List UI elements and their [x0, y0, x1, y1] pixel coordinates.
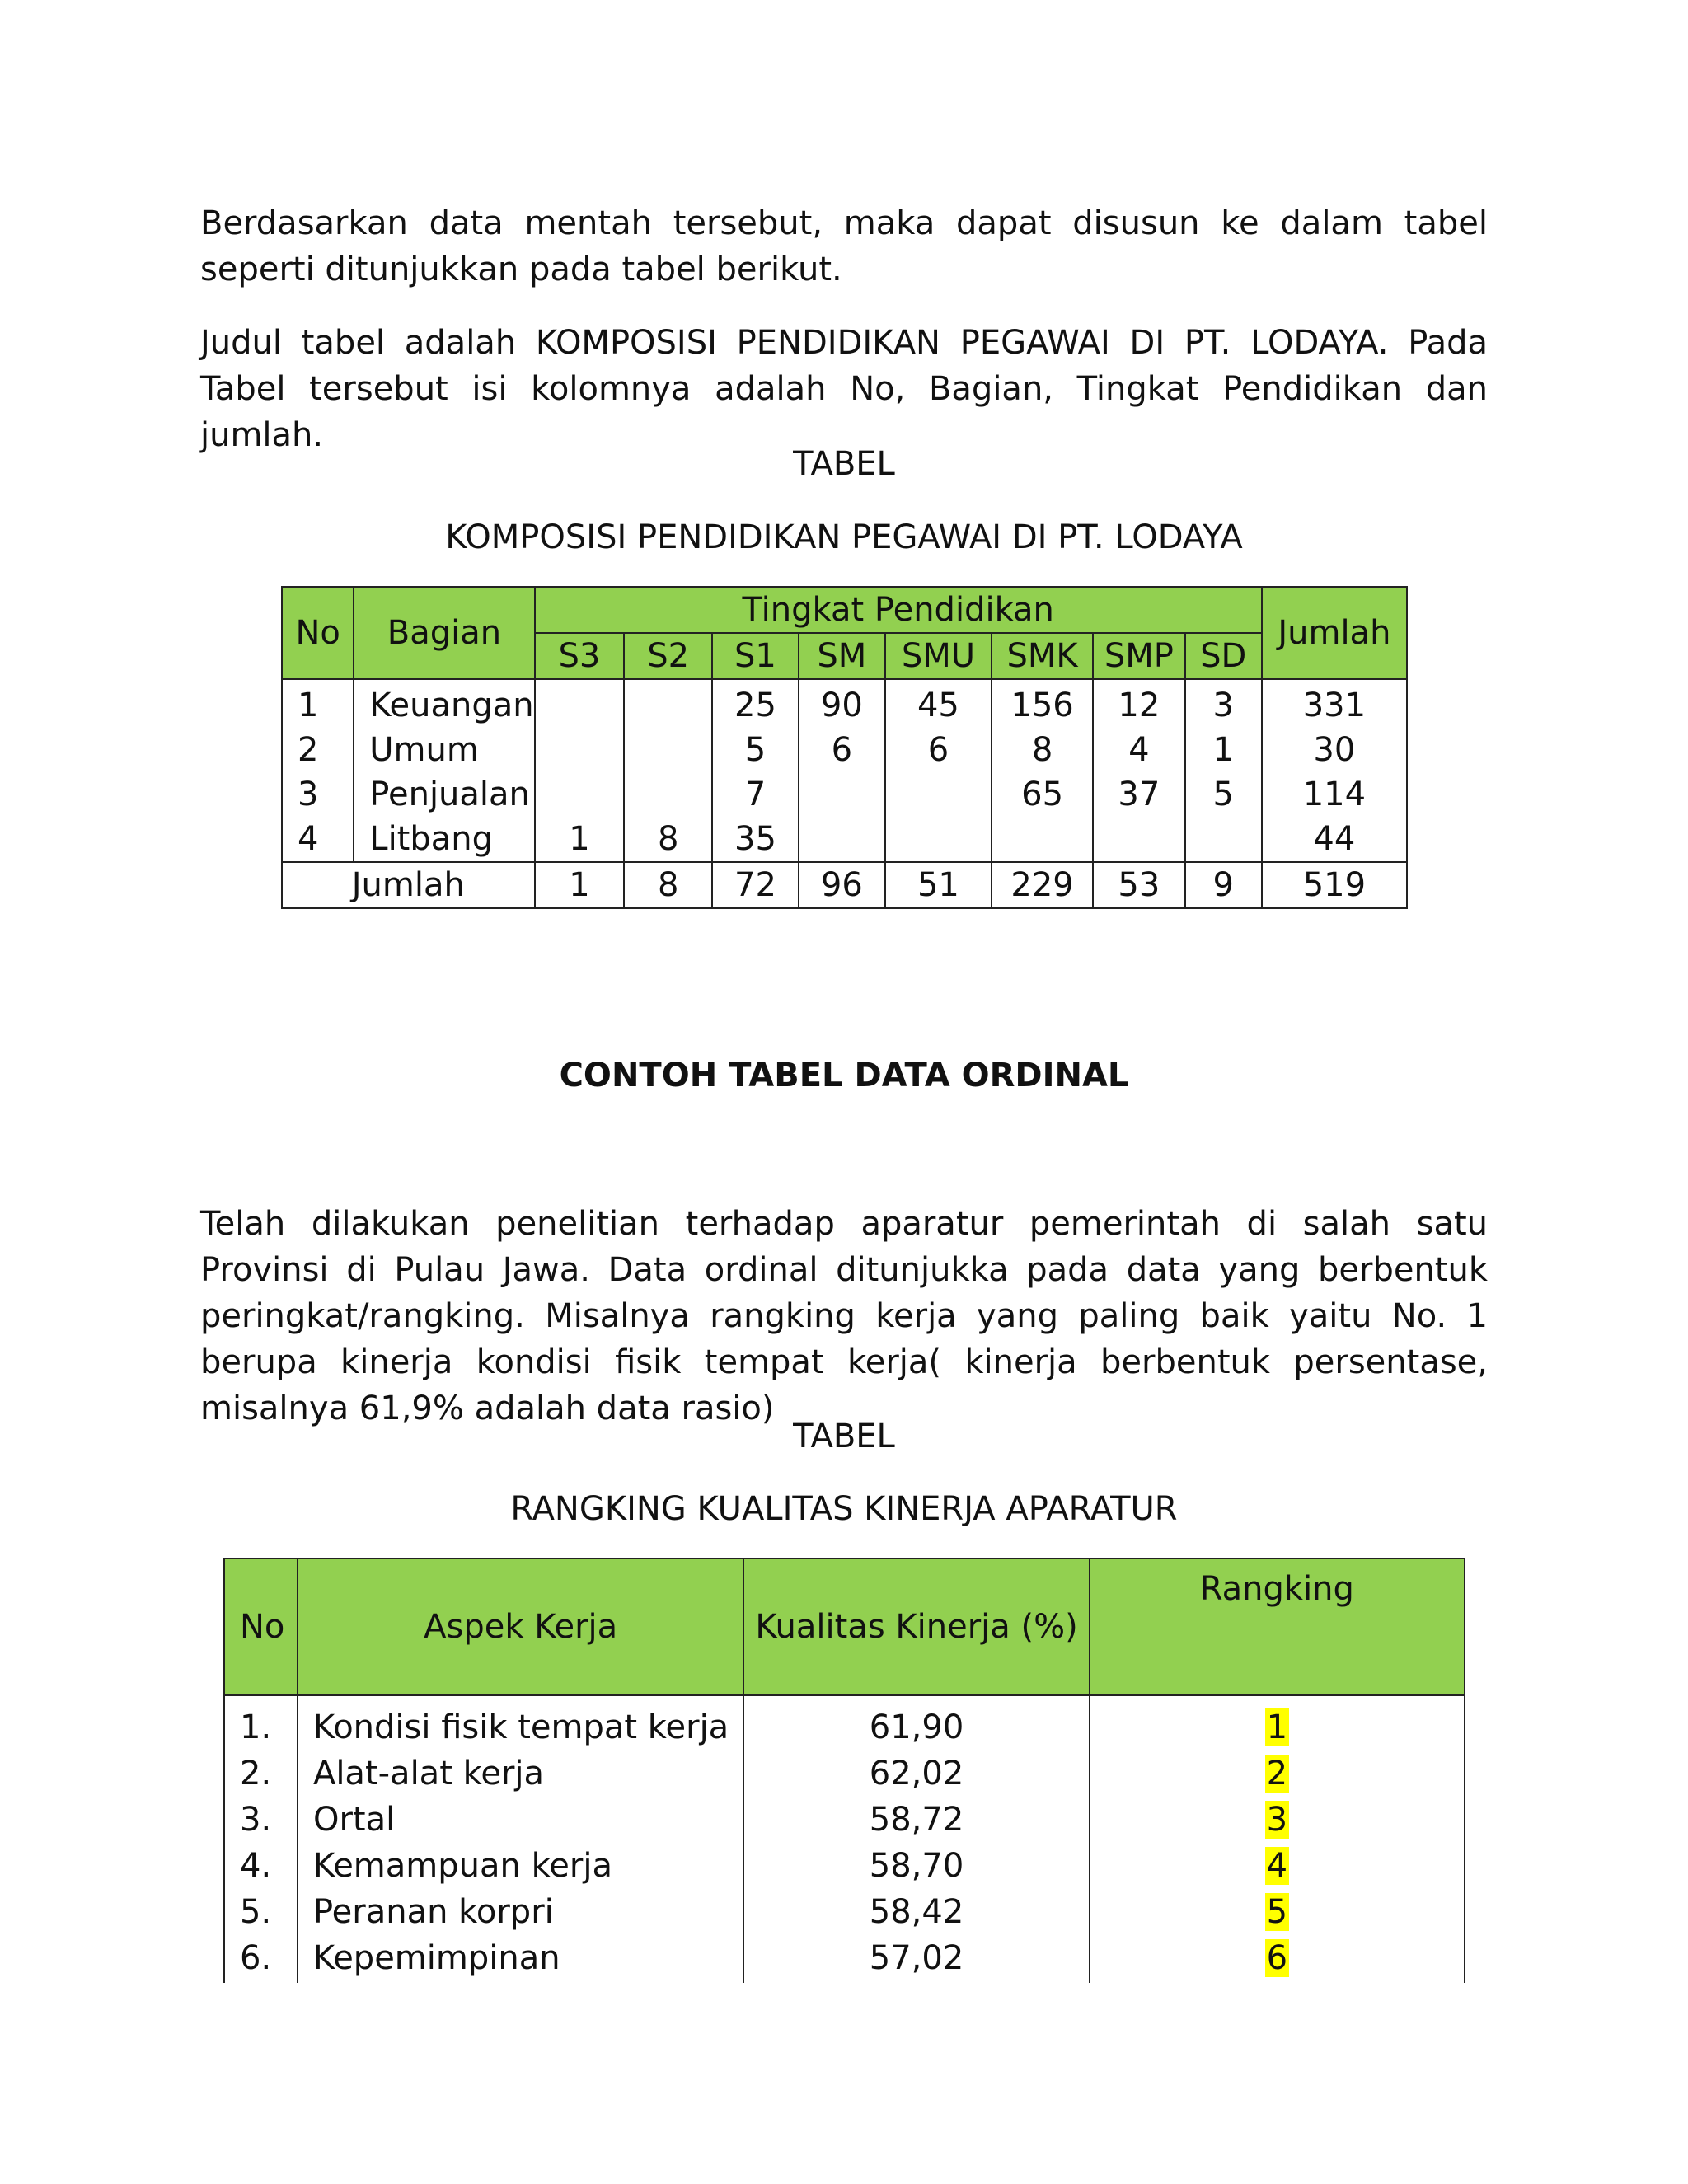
- table-row: [282, 679, 1407, 728]
- table1-label: TABEL: [793, 445, 895, 483]
- table2-label: TABEL: [793, 1418, 895, 1455]
- intro-paragraph-2: Judul tabel adalah KOMPOSISI PENDIDIKAN PEGAWAI DI PT. LODAYA. Pada Tabel tersebut isi kolomnya adalah No, Bagian, Tingkat Pendidikan dan jumlah.: [200, 324, 1488, 454]
- row-value: [624, 728, 712, 772]
- performance-ranking-table: [223, 1558, 1465, 1983]
- row-no: 6.: [224, 1935, 298, 1983]
- header-level: SD: [1185, 633, 1262, 679]
- header-level: SMK: [992, 633, 1093, 679]
- row-no: 3.: [224, 1797, 298, 1843]
- table-row: [224, 1797, 1465, 1843]
- row-value: 4: [1093, 728, 1184, 772]
- row-value: [535, 772, 625, 817]
- row-bagian: Penjualan: [354, 772, 534, 817]
- row-value: 8: [992, 728, 1093, 772]
- total-jumlah: 519: [1262, 862, 1407, 908]
- row-value: [885, 772, 992, 817]
- row-rank-cell: [1090, 1935, 1465, 1983]
- header-level: S2: [624, 633, 712, 679]
- row-no: 1: [282, 679, 354, 728]
- row-value: 65: [992, 772, 1093, 817]
- row-value: 25: [712, 679, 799, 728]
- row-jumlah: 44: [1262, 817, 1407, 862]
- rank-value: 5: [1266, 1893, 1288, 1931]
- row-no: 4.: [224, 1843, 298, 1889]
- row-value: [624, 679, 712, 728]
- education-composition-table: [281, 586, 1408, 909]
- row-value: 90: [799, 679, 885, 728]
- row-value: 35: [712, 817, 799, 862]
- total-label: Jumlah: [282, 862, 535, 908]
- row-jumlah: 114: [1262, 772, 1407, 817]
- header-aspek-kerja: Aspek Kerja: [298, 1558, 743, 1695]
- row-aspek: Kondisi fisik tempat kerja: [298, 1695, 743, 1750]
- row-kualitas: 62,02: [743, 1750, 1089, 1797]
- header-level: SMP: [1093, 633, 1184, 679]
- rank-value: 3: [1266, 1801, 1288, 1839]
- row-bagian: Keuangan: [354, 679, 534, 728]
- row-value: [799, 772, 885, 817]
- row-value: [535, 679, 625, 728]
- row-value: 3: [1185, 679, 1262, 728]
- row-kualitas: 61,90: [743, 1695, 1089, 1750]
- row-value: 1: [1185, 728, 1262, 772]
- table-row: [224, 1935, 1465, 1983]
- row-no: 3: [282, 772, 354, 817]
- row-value: 6: [885, 728, 992, 772]
- header-level: S3: [535, 633, 625, 679]
- header-level: SM: [799, 633, 885, 679]
- total-cell: 8: [624, 862, 712, 908]
- row-no: 1.: [224, 1695, 298, 1750]
- row-value: [1185, 817, 1262, 862]
- header-rangking: Rangking: [1090, 1558, 1465, 1695]
- row-aspek: Alat-alat kerja: [298, 1750, 743, 1797]
- table-row: [282, 728, 1407, 772]
- row-value: 5: [712, 728, 799, 772]
- header-tingkat-pendidikan: Tingkat Pendidikan: [535, 587, 1262, 633]
- row-value: 8: [624, 817, 712, 862]
- row-no: 5.: [224, 1889, 298, 1935]
- row-value: 6: [799, 728, 885, 772]
- row-jumlah: 331: [1262, 679, 1407, 728]
- row-rank-cell: [1090, 1843, 1465, 1889]
- total-cell: 96: [799, 862, 885, 908]
- row-value: [535, 728, 625, 772]
- row-aspek: Kemampuan kerja: [298, 1843, 743, 1889]
- row-aspek: Ortal: [298, 1797, 743, 1843]
- table-row: [224, 1750, 1465, 1797]
- table-row: [282, 817, 1407, 862]
- header-bagian: Bagian: [354, 587, 534, 679]
- table-row: [224, 1889, 1465, 1935]
- row-value: 45: [885, 679, 992, 728]
- total-cell: 1: [535, 862, 625, 908]
- rank-value: 2: [1266, 1755, 1288, 1793]
- row-rank-cell: [1090, 1797, 1465, 1843]
- row-no: 2: [282, 728, 354, 772]
- row-rank-cell: [1090, 1889, 1465, 1935]
- row-value: [992, 817, 1093, 862]
- table-row: [282, 772, 1407, 817]
- row-value: [624, 772, 712, 817]
- row-kualitas: 57,02: [743, 1935, 1089, 1983]
- header-level: S1: [712, 633, 799, 679]
- header-kualitas-kinerja: Kualitas Kinerja (%): [743, 1558, 1089, 1695]
- header-no: No: [224, 1558, 298, 1695]
- row-value: 1: [535, 817, 625, 862]
- row-value: 156: [992, 679, 1093, 728]
- row-no: 4: [282, 817, 354, 862]
- row-value: [799, 817, 885, 862]
- row-rank-cell: [1090, 1695, 1465, 1750]
- table2-title: RANGKING KUALITAS KINERJA APARATUR: [510, 1490, 1178, 1528]
- row-value: 7: [712, 772, 799, 817]
- row-bagian: Umum: [354, 728, 534, 772]
- row-no: 2.: [224, 1750, 298, 1797]
- rank-value: 1: [1266, 1708, 1288, 1746]
- total-cell: 229: [992, 862, 1093, 908]
- total-row: [282, 862, 1407, 908]
- row-value: [885, 817, 992, 862]
- section-heading: CONTOH TABEL DATA ORDINAL: [559, 1057, 1129, 1094]
- total-cell: 9: [1185, 862, 1262, 908]
- header-level: SMU: [885, 633, 992, 679]
- table-row: [224, 1843, 1465, 1889]
- row-value: 12: [1093, 679, 1184, 728]
- header-jumlah: Jumlah: [1262, 587, 1407, 679]
- row-aspek: Kepemimpinan: [298, 1935, 743, 1983]
- row-bagian: Litbang: [354, 817, 534, 862]
- row-rank-cell: [1090, 1750, 1465, 1797]
- section2-paragraph: Telah dilakukan penelitian terhadap aparatur pemerintah di salah satu Provinsi di Pulau Jawa. Data ordinal ditunjukka pada data yang berbentuk peringkat/rangking. Misalnya rangking kerja yang paling baik yaitu No. 1 berupa kinerja kondisi fisik tempat kerja( kinerja berbentuk persentase, misalnya 61,9% adalah data rasio): [200, 1205, 1488, 1427]
- rank-value: 4: [1266, 1847, 1288, 1885]
- rank-value: 6: [1266, 1939, 1288, 1977]
- table-row: [224, 1695, 1465, 1750]
- header-no: No: [282, 587, 354, 679]
- row-jumlah: 30: [1262, 728, 1407, 772]
- table1-title: KOMPOSISI PENDIDIKAN PEGAWAI DI PT. LODAYA: [445, 518, 1243, 556]
- total-cell: 72: [712, 862, 799, 908]
- row-value: 5: [1185, 772, 1262, 817]
- row-value: [1093, 817, 1184, 862]
- row-value: 37: [1093, 772, 1184, 817]
- row-aspek: Peranan korpri: [298, 1889, 743, 1935]
- row-kualitas: 58,72: [743, 1797, 1089, 1843]
- row-kualitas: 58,42: [743, 1889, 1089, 1935]
- row-kualitas: 58,70: [743, 1843, 1089, 1889]
- intro-paragraph-1: Berdasarkan data mentah tersebut, maka dapat disusun ke dalam tabel seperti ditunjukkan pada tabel berikut.: [200, 204, 1488, 288]
- total-cell: 53: [1093, 862, 1184, 908]
- total-cell: 51: [885, 862, 992, 908]
